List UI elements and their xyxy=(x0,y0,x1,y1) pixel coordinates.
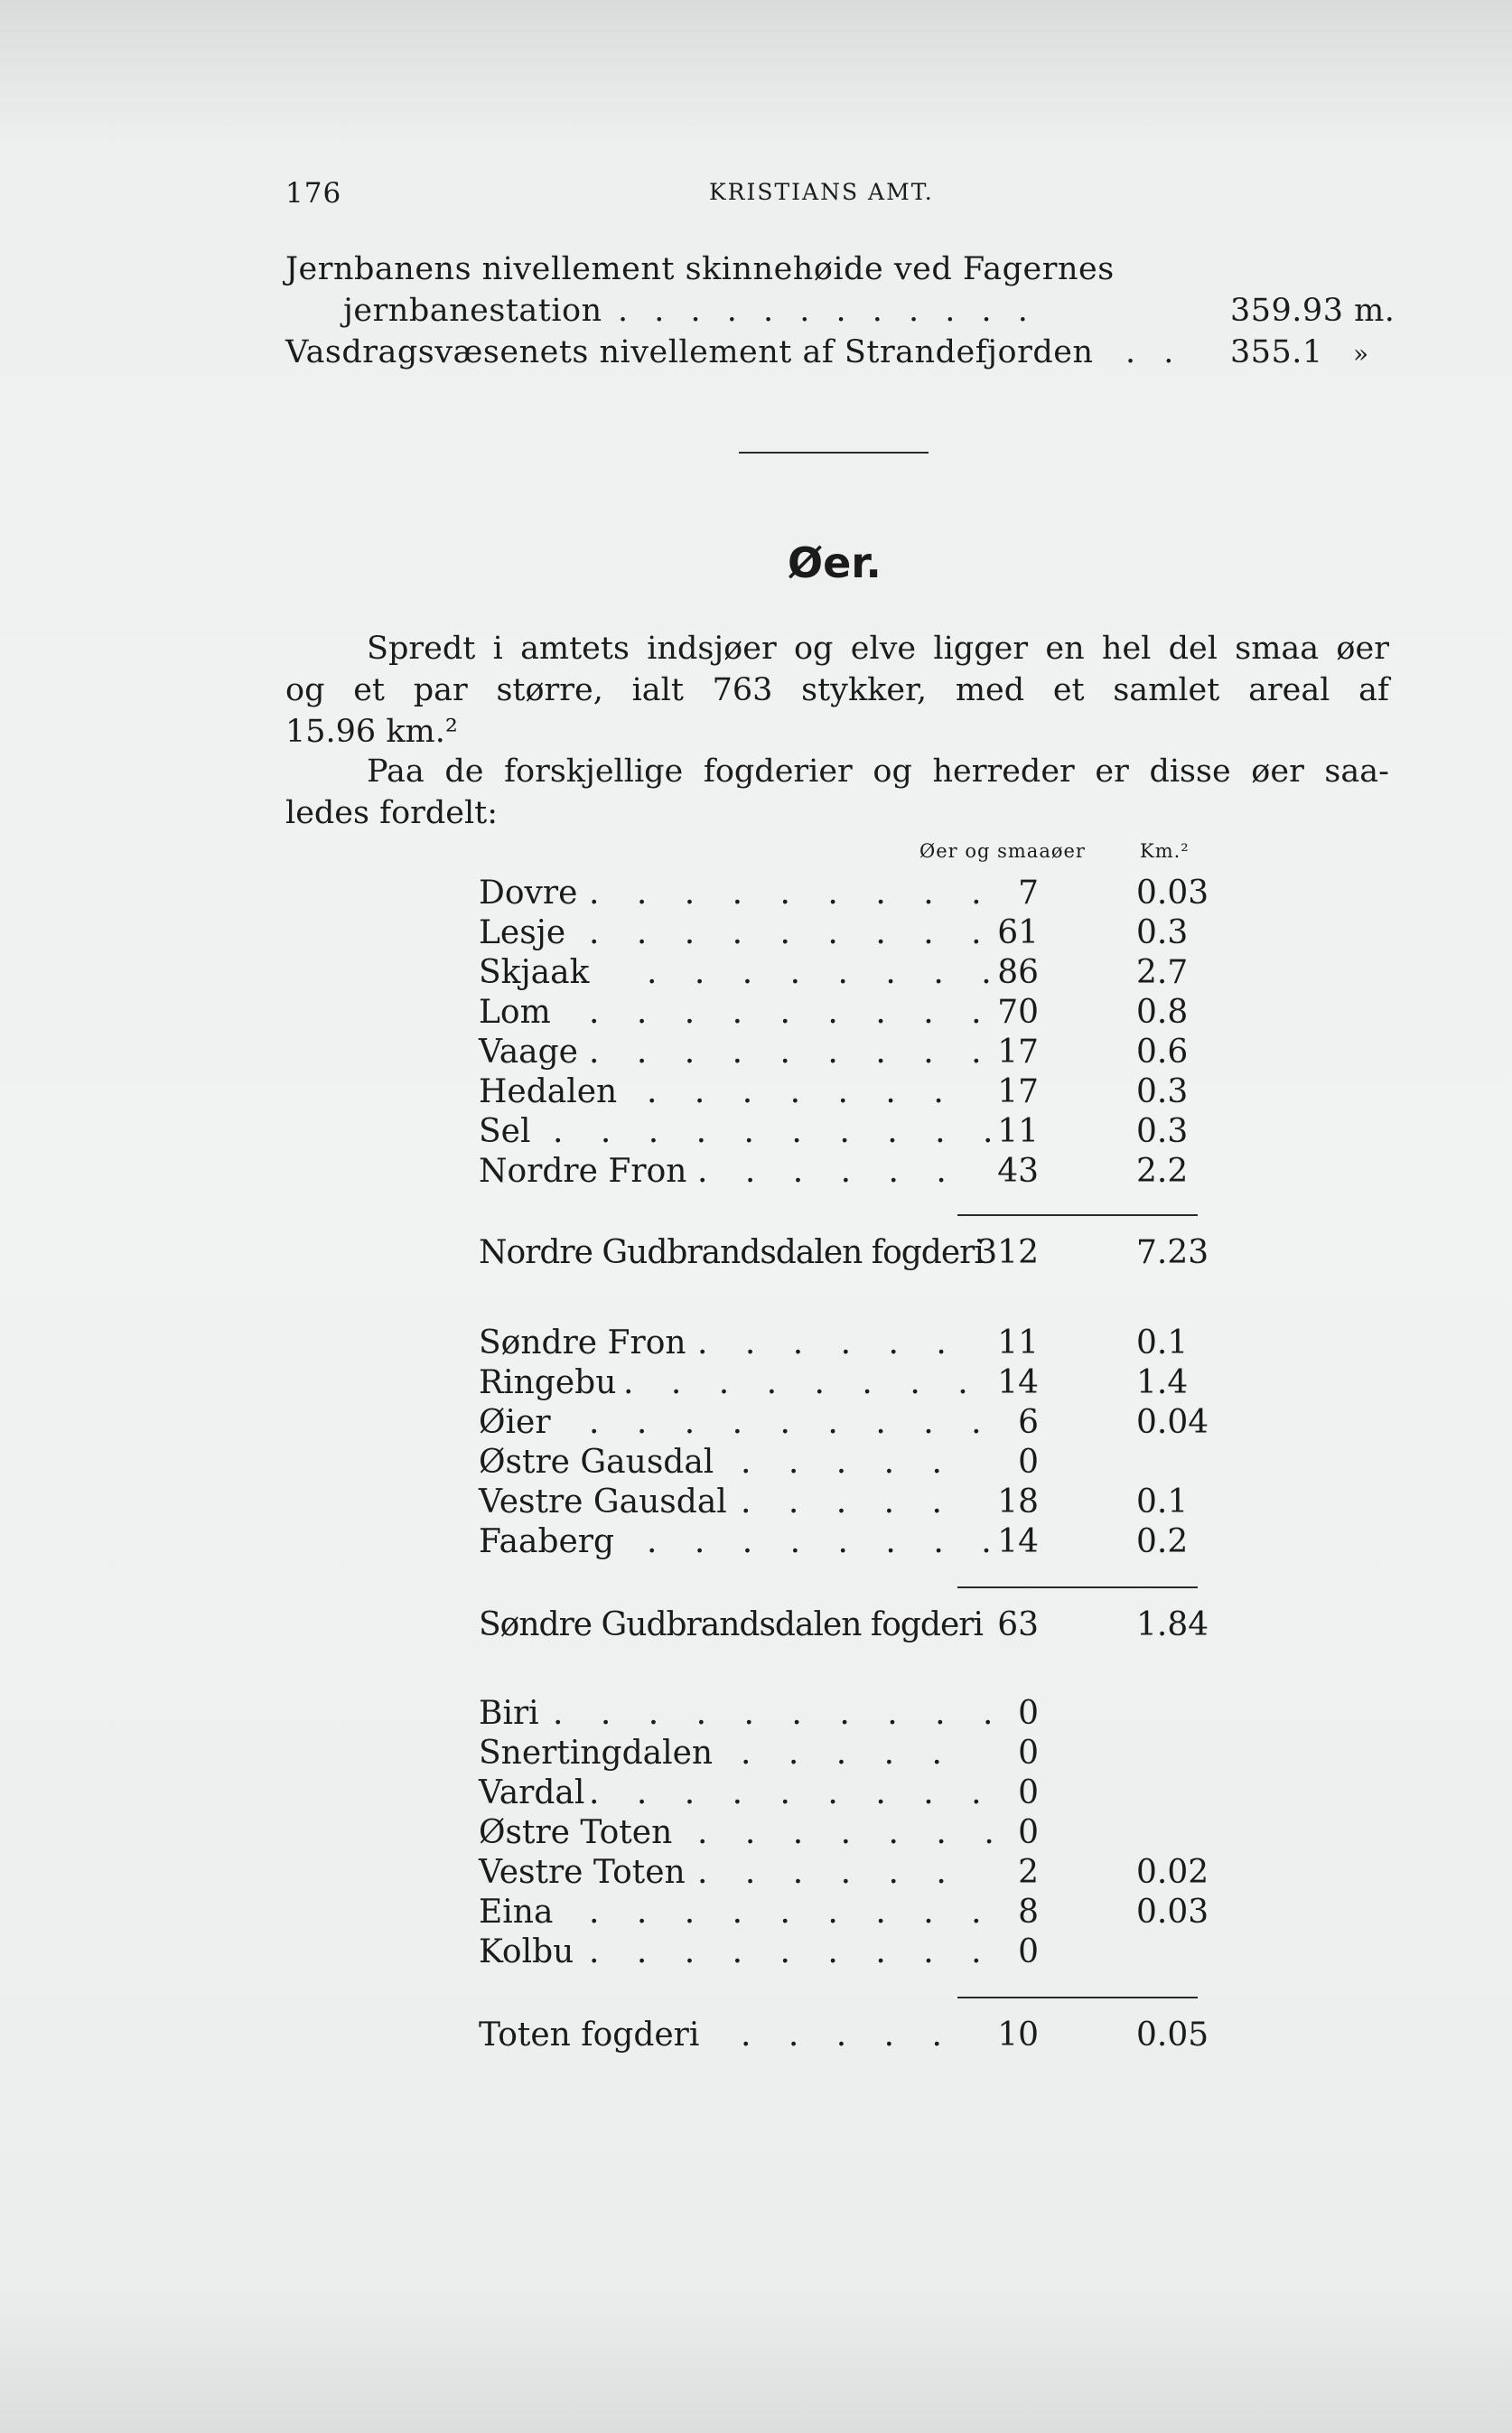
table-row xyxy=(479,1153,1201,1193)
word: er xyxy=(1095,753,1129,790)
row-count: 61 xyxy=(997,914,1039,951)
table-row xyxy=(479,1695,1201,1735)
leader-dots: . . . . . . . . xyxy=(647,1523,1005,1560)
word: forskjellige xyxy=(504,753,684,790)
column-header-area: Km.² xyxy=(1140,840,1190,862)
table-row xyxy=(479,875,1209,914)
row-count: 0 xyxy=(1018,1814,1039,1851)
row-count: 8 xyxy=(1018,1894,1039,1931)
row-area: 0.02 xyxy=(1136,1854,1209,1891)
row-count: 14 xyxy=(997,1523,1039,1560)
row-name: Søndre Fron xyxy=(479,1324,686,1362)
row-count: 0 xyxy=(1018,1933,1039,1970)
word: stykker, xyxy=(801,672,928,708)
table-row xyxy=(479,1073,1201,1113)
leader-dots: . . . . . xyxy=(741,1735,956,1772)
row-area: 0.3 xyxy=(1136,1113,1189,1150)
row-name: Skjaak xyxy=(479,954,590,991)
word: og xyxy=(873,753,912,790)
word: ialt xyxy=(631,672,684,708)
row-area: 0.6 xyxy=(1136,1034,1189,1071)
total-name: Nordre Gudbrandsdalen fogderi xyxy=(479,1234,984,1271)
row-count: 2 xyxy=(1018,1854,1039,1891)
table-row xyxy=(479,1404,1209,1444)
leader-dots: . . . . . . . . . xyxy=(589,1404,995,1441)
word: disse xyxy=(1149,753,1231,790)
row-name: Østre Gausdal xyxy=(479,1444,714,1481)
total-name: Toten fogderi xyxy=(479,2017,700,2054)
section-divider xyxy=(739,452,929,454)
row-count: 14 xyxy=(997,1364,1039,1401)
leader-dots: . . . . . . . . . xyxy=(589,1034,995,1071)
row-count: 11 xyxy=(997,1324,1039,1362)
table-row xyxy=(479,1894,1209,1933)
row-area: 2.7 xyxy=(1136,954,1189,991)
word: par xyxy=(413,672,468,708)
ditto-mark: » xyxy=(1353,339,1369,369)
table-row xyxy=(479,994,1201,1034)
row-area: 2.2 xyxy=(1136,1153,1189,1190)
height-value: 359.93 m. xyxy=(1230,293,1395,329)
row-count: 0 xyxy=(1018,1774,1039,1811)
word: Paa xyxy=(367,753,425,790)
leader-dots: . . . . . . . xyxy=(697,1814,1008,1851)
page-number: 176 xyxy=(285,177,342,210)
row-name: Faaberg xyxy=(479,1523,615,1560)
row-area: 0.3 xyxy=(1136,1073,1189,1110)
word: Spredt xyxy=(367,631,476,667)
word: øer xyxy=(1336,631,1389,667)
word: smaa xyxy=(1235,631,1320,667)
word: en xyxy=(1045,631,1085,667)
total-row xyxy=(479,1606,1209,1646)
row-count: 0 xyxy=(1018,1444,1039,1481)
row-name: Vardal xyxy=(479,1774,585,1811)
row-count: 7 xyxy=(1018,875,1039,912)
row-name: Kolbu xyxy=(479,1933,574,1970)
word: et xyxy=(1052,672,1085,708)
paragraph1-line3: 15.96 km.² xyxy=(285,714,458,750)
row-name: Eina xyxy=(479,1894,554,1931)
row-count: 18 xyxy=(997,1483,1039,1521)
leader-dots: . . . . . . . . xyxy=(623,1364,982,1401)
total-name: Søndre Gudbrandsdalen fogderi xyxy=(479,1606,984,1643)
table-row xyxy=(479,954,1201,994)
leader-dots: . . . . . . . . . xyxy=(589,1894,995,1931)
row-name: Ringebu xyxy=(479,1364,617,1401)
table-row xyxy=(479,1735,1201,1774)
sum-rule xyxy=(957,1997,1198,1998)
word: af xyxy=(1358,672,1389,708)
word: indsjøer xyxy=(647,631,777,667)
table-row xyxy=(479,1324,1201,1364)
height-dots: . . . . . . . . . . . . xyxy=(618,293,1036,329)
table-row xyxy=(479,1034,1201,1073)
table-row xyxy=(479,1113,1201,1153)
word: med xyxy=(955,672,1025,708)
total-count: 312 xyxy=(976,1234,1039,1271)
section-title: Øer. xyxy=(788,538,882,587)
row-count: 6 xyxy=(1018,1404,1039,1441)
leader-dots: . . . . . . . . . xyxy=(589,914,995,951)
row-count: 17 xyxy=(997,1073,1039,1110)
row-name: Vestre Gausdal xyxy=(479,1483,727,1521)
word: et xyxy=(353,672,385,708)
table-row xyxy=(479,1814,1201,1854)
row-name: Østre Toten xyxy=(479,1814,673,1851)
paragraph2-line1 xyxy=(367,753,1389,790)
leader-dots: . . . . . . . . . . xyxy=(553,1695,1007,1732)
word: del xyxy=(1168,631,1218,667)
row-area: 0.04 xyxy=(1136,1404,1209,1441)
row-area: 0.8 xyxy=(1136,994,1189,1031)
table-row xyxy=(479,1774,1201,1814)
row-name: Dovre xyxy=(479,875,578,912)
row-area: 0.3 xyxy=(1136,914,1189,951)
row-name: Øier xyxy=(479,1404,551,1441)
row-name: Nordre Fron xyxy=(479,1153,687,1190)
row-name: Biri xyxy=(479,1695,539,1732)
height-label-line1: Jernbanens nivellement skinnehøide ved Fagernes xyxy=(285,251,1115,287)
leader-dots: . . . . . . xyxy=(697,1153,960,1190)
row-count: 70 xyxy=(997,994,1039,1031)
row-count: 17 xyxy=(997,1034,1039,1071)
row-area: 0.03 xyxy=(1136,1894,1209,1931)
leader-dots: . . . . . xyxy=(741,1444,956,1481)
word: fogderier xyxy=(703,753,853,790)
paragraph1-line1 xyxy=(367,631,1389,667)
word: herreder xyxy=(932,753,1075,790)
row-count: 11 xyxy=(997,1113,1039,1150)
row-area: 0.2 xyxy=(1136,1523,1189,1560)
word: og xyxy=(793,631,834,667)
word: større, xyxy=(496,672,603,708)
row-area: 0.1 xyxy=(1136,1324,1189,1362)
leader-dots: . . . . . . . . . xyxy=(589,1933,995,1970)
word: amtets xyxy=(520,631,630,667)
row-name: Vestre Toten xyxy=(479,1854,686,1891)
word: i xyxy=(492,631,503,667)
leader-dots: . . . . . . . . xyxy=(647,954,1005,991)
leader-dots: . . . . . . xyxy=(697,1324,960,1362)
total-row xyxy=(479,2017,1209,2056)
word: og xyxy=(285,672,325,708)
table-row xyxy=(479,1523,1201,1563)
word: elve xyxy=(850,631,917,667)
row-name: Lom xyxy=(479,994,551,1031)
word: areal xyxy=(1248,672,1330,708)
leader-dots: . . . . . . . xyxy=(647,1073,957,1110)
leader-dots: . . . . . xyxy=(741,2017,956,2054)
table-row xyxy=(479,1854,1209,1894)
leader-dots: . . . . . . . . . xyxy=(589,875,995,912)
word: øer xyxy=(1251,753,1304,790)
row-count: 43 xyxy=(997,1153,1039,1190)
row-area: 0.03 xyxy=(1136,875,1209,912)
row-name: Lesje xyxy=(479,914,566,951)
row-name: Hedalen xyxy=(479,1073,618,1110)
row-area: 1.4 xyxy=(1136,1364,1189,1401)
total-row xyxy=(479,1234,1209,1274)
column-header-count: Øer og smaaøer xyxy=(919,840,1086,862)
leader-dots: . . . . . . . . . xyxy=(589,1774,995,1811)
word: 763 xyxy=(712,672,773,708)
row-count: 0 xyxy=(1018,1695,1039,1732)
word: de xyxy=(444,753,484,790)
word: saa- xyxy=(1324,753,1389,790)
total-area: 1.84 xyxy=(1136,1606,1209,1643)
row-name: Vaage xyxy=(479,1034,578,1071)
total-area: 0.05 xyxy=(1136,2017,1209,2054)
word: hel xyxy=(1101,631,1152,667)
height-label: Vasdragsvæsenets nivellement af Strandefjorden xyxy=(285,334,1094,370)
height-value: 355.1 xyxy=(1230,334,1323,370)
table-row xyxy=(479,914,1201,954)
total-count: 63 xyxy=(997,1606,1039,1643)
leader-dots: . . . . . . . . . . xyxy=(553,1113,1007,1150)
leader-dots: . . . . . xyxy=(741,1483,956,1521)
row-name: Sel xyxy=(479,1113,531,1150)
table-row xyxy=(479,1364,1201,1404)
row-area: 0.1 xyxy=(1136,1483,1189,1521)
table-row xyxy=(479,1483,1201,1523)
table-row xyxy=(479,1444,1201,1483)
row-count: 86 xyxy=(997,954,1039,991)
total-area: 7.23 xyxy=(1136,1234,1209,1271)
sum-rule xyxy=(957,1214,1198,1216)
leader-dots: . . . . . . xyxy=(697,1854,960,1891)
row-count: 0 xyxy=(1018,1735,1039,1772)
running-title: KRISTIANS AMT. xyxy=(709,179,934,205)
paragraph1-line2 xyxy=(285,672,1389,708)
row-name: Snertingdalen xyxy=(479,1735,714,1772)
word: ligger xyxy=(933,631,1029,667)
height-label-line2: jernbanestation xyxy=(343,293,602,329)
table-row xyxy=(479,1933,1201,1973)
height-dots: . . xyxy=(1125,334,1183,370)
leader-dots: . . . . . . . . . xyxy=(589,994,995,1031)
paragraph2-line2: ledes fordelt: xyxy=(285,795,499,831)
sum-rule xyxy=(957,1586,1198,1588)
word: samlet xyxy=(1113,672,1220,708)
total-count: 10 xyxy=(997,2017,1039,2054)
